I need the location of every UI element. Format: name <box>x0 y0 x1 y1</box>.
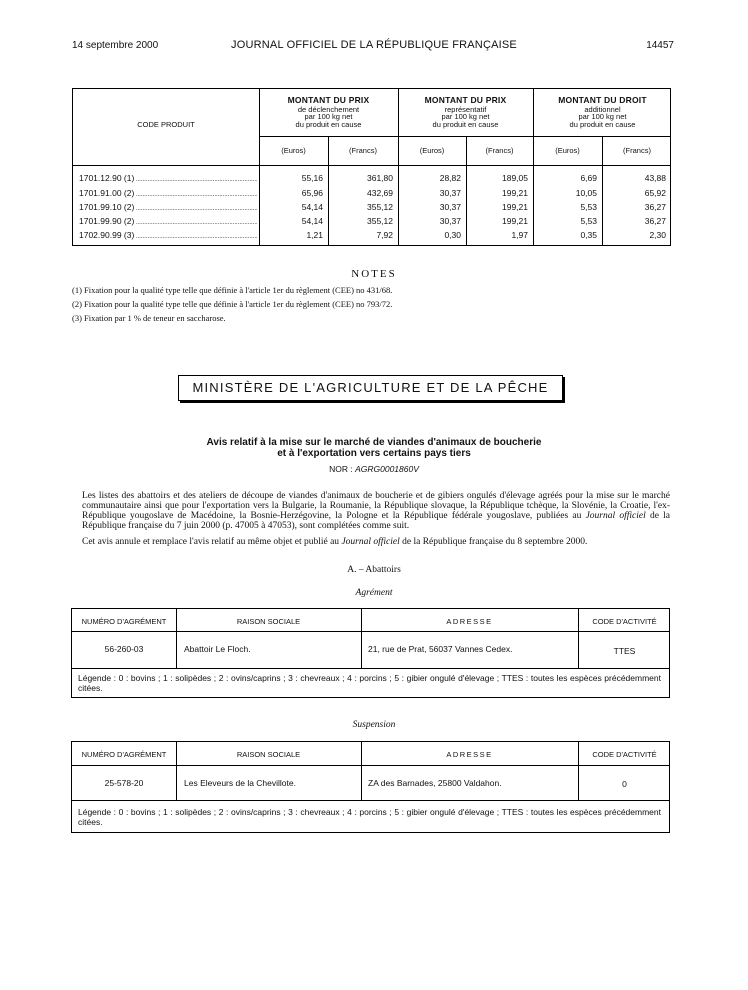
legend-text: Légende : 0 : bovins ; 1 : solipèdes ; 2 : ovins/caprins ; 3 : chevreaux ; 4 : porcins ; 5 : gibier ongulé d'élevage ; TTES : toutes les espèces précédemment citées. <box>78 807 661 827</box>
price-value: 36,27 <box>644 202 666 212</box>
unit-header: (Euros) <box>555 146 580 155</box>
adresse-cell: 21, rue de Prat, 56037 Vannes Cedex. <box>368 644 513 654</box>
agrement-subtitle: Agrément <box>355 588 393 598</box>
note-item: (3) Fixation par 1 % de teneur en saccharose. <box>72 313 226 323</box>
price-value: 43,88 <box>644 173 666 183</box>
price-value: 28,82 <box>439 173 461 183</box>
note-item: (1) Fixation pour la qualité type telle que définie à l'article 1er du règlement (CEE) no 431/68. <box>72 285 393 295</box>
nor-reference: NOR : AGRG0001860V <box>329 464 419 474</box>
price-value: 30,37 <box>439 188 461 198</box>
price-value: 5,53 <box>580 202 597 212</box>
product-code: 1701.99.10 (2) ..... <box>79 202 257 212</box>
avis-title-line1: Avis relatif à la mise sur le marché de viandes d'animaux de boucherie <box>206 437 542 448</box>
group-header-3: MONTANT DU DROIT additionnel par 100 kg net du produit en cause <box>558 95 647 129</box>
price-value: 1,97 <box>511 230 528 240</box>
product-code: 1701.91.00 (2) ..... <box>79 188 257 198</box>
note-item: (2) Fixation pour la qualité type telle que définie à l'article 1er du règlement (CEE) no 793/72. <box>72 299 393 309</box>
section-heading: A. – Abattoirs <box>347 565 401 575</box>
unit-header: (Francs) <box>623 146 651 155</box>
product-code: 1701.99.90 (2) ..... <box>79 216 257 226</box>
price-value: 355,12 <box>367 202 393 212</box>
notes-title: NOTES <box>351 268 397 280</box>
price-value: 65,92 <box>644 188 666 198</box>
price-value: 0,30 <box>444 230 461 240</box>
numero-cell: 56-260-03 <box>104 644 144 654</box>
price-value: 432,69 <box>367 188 393 198</box>
price-value: 7,92 <box>376 230 393 240</box>
price-value: 30,37 <box>439 202 461 212</box>
price-value: 54,14 <box>301 216 323 226</box>
price-value: 55,16 <box>301 173 323 183</box>
adresse-cell: ZA des Barnades, 25800 Valdahon. <box>368 778 502 788</box>
col-header: RAISON SOCIALE <box>236 617 301 626</box>
suspension-table <box>71 741 670 833</box>
price-value: 1,21 <box>306 230 323 240</box>
price-value: 2,30 <box>649 230 666 240</box>
ministry-heading: MINISTÈRE DE L'AGRICULTURE ET DE LA PÊCHE <box>178 375 563 401</box>
code-cell: TTES <box>613 646 636 656</box>
agrement-table <box>71 608 670 698</box>
col-header: NUMÉRO D'AGRÉMENT <box>81 617 167 626</box>
code-cell: 0 <box>622 779 627 789</box>
numero-cell: 25-578-20 <box>104 778 144 788</box>
unit-header: (Euros) <box>419 146 445 155</box>
price-value: 199,21 <box>502 188 528 198</box>
legend-text: Légende : 0 : bovins ; 1 : solipèdes ; 2 : ovins/caprins ; 3 : chevreaux ; 4 : porcins ; 5 : gibier ongulé d'élevage ; TTES : toutes les espèces précédemment citées. <box>78 673 661 693</box>
price-value: 36,27 <box>644 216 666 226</box>
unit-header: (Euros) <box>281 146 306 155</box>
price-value: 10,05 <box>575 188 597 198</box>
price-value: 189,05 <box>502 173 528 183</box>
unit-header: (Francs) <box>485 146 514 155</box>
price-value: 355,12 <box>367 216 393 226</box>
group-header-2: MONTANT DU PRIX représentatif par 100 kg net du produit en cause <box>424 95 507 129</box>
code-header: CODE PRODUIT <box>137 120 195 129</box>
col-header: ADRESSE <box>446 617 493 626</box>
journal-title: JOURNAL OFFICIEL DE LA RÉPUBLIQUE FRANÇAISE <box>231 39 517 51</box>
group-header-1: MONTANT DU PRIX de déclenchement par 100 kg net du produit en cause <box>287 95 370 129</box>
price-table <box>72 88 671 246</box>
paragraph-2: Cet avis annule et remplace l'avis relatif au même objet et publié au Journal officiel de la République française du 8 septembre 2000. <box>82 537 588 547</box>
price-value: 361,80 <box>367 173 393 183</box>
price-value: 54,14 <box>301 202 323 212</box>
price-value: 65,96 <box>301 188 323 198</box>
price-value: 199,21 <box>502 216 528 226</box>
unit-header: (Francs) <box>349 146 377 155</box>
col-header: CODE D'ACTIVITÉ <box>592 750 657 759</box>
col-header: CODE D'ACTIVITÉ <box>592 617 657 626</box>
product-code: 1702.90.99 (3) ..... <box>79 230 257 240</box>
price-value: 0,35 <box>580 230 597 240</box>
price-value: 30,37 <box>439 216 461 226</box>
col-header: RAISON SOCIALE <box>236 750 301 759</box>
raison-cell: Abattoir Le Floch. <box>184 644 251 654</box>
product-code: 1701.12.90 (1) ..... <box>79 173 257 183</box>
price-value: 199,21 <box>502 202 528 212</box>
raison-cell: Les Eleveurs de la Chevillote. <box>184 778 296 788</box>
col-header: ADRESSE <box>446 750 493 759</box>
page-number: 14457 <box>646 40 674 51</box>
suspension-subtitle: Suspension <box>352 720 396 730</box>
col-header: NUMÉRO D'AGRÉMENT <box>81 750 167 759</box>
header-date: 14 septembre 2000 <box>72 40 159 51</box>
paragraph-1: Les listes des abattoirs et des ateliers de découpe de viandes d'animaux de boucherie et de gibiers ongulés d'élevage agréés pour la mise sur le marché communautaire ainsi que pour l'exportation vers la Bulgarie, la Roumanie, la République slovaque, la République tchèque, la Slovénie, la Croatie, l'ex-République yougoslave de Macédoine, la Bosnie-Herzégovine, la Pologne et la République fédérale yougoslave, publiées au Journal officiel de la République française du 7 juin 2000 (p. 47005 à 47053), sont complétées comme suit. <box>82 491 670 531</box>
price-value: 5,53 <box>580 216 597 226</box>
price-value: 6,69 <box>580 173 597 183</box>
avis-title-line2: et à l'exportation vers certains pays tiers <box>277 448 471 459</box>
